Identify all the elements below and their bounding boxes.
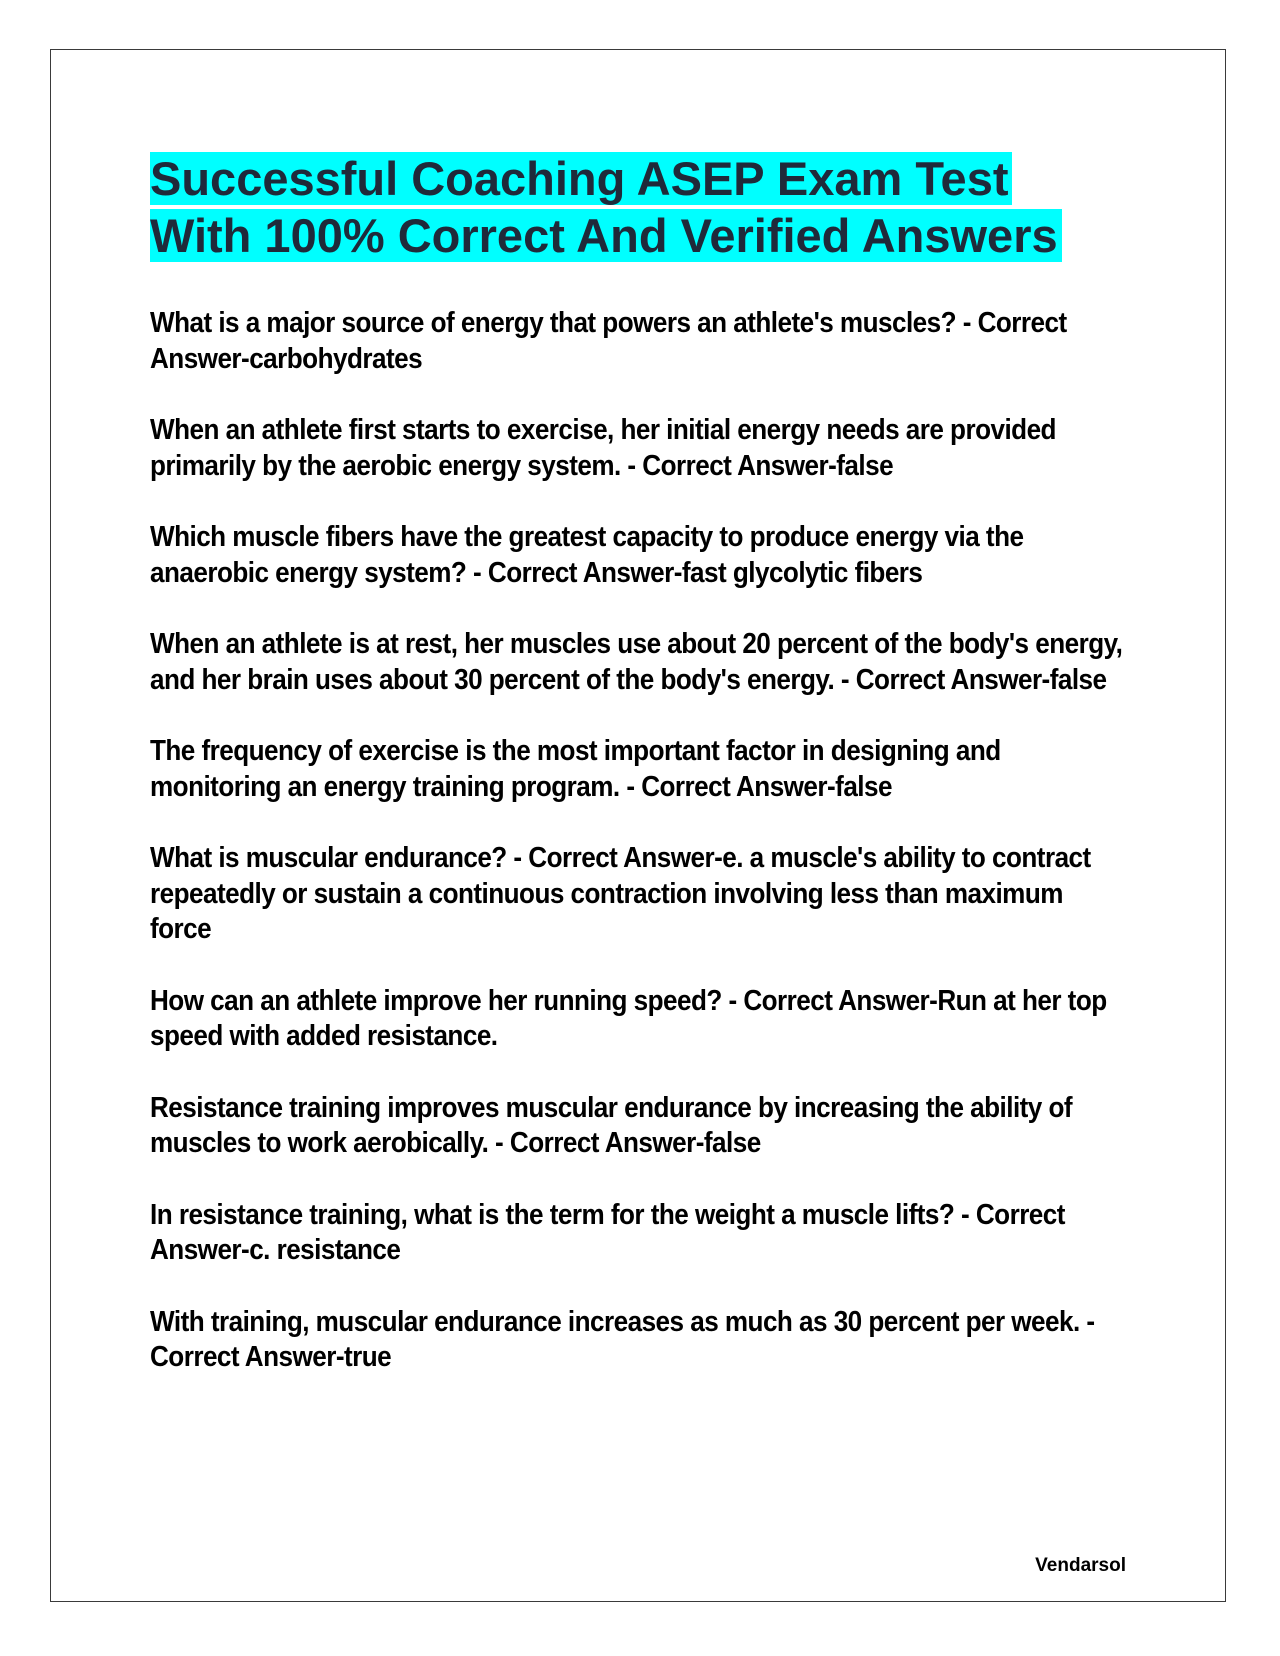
- document-title: [150, 150, 1130, 264]
- qa-item: What is a major source of energy that powers an athlete's muscles? - Correct Answer-carbohydrates: [150, 307, 1067, 375]
- qa-item: In resistance training, what is the term for the weight a muscle lifts? - Correct Answer-c. resistance: [150, 1198, 1065, 1266]
- qa-item: Resistance training improves muscular endurance by increasing the ability of muscles to work aerobically. - Correct Answer-false: [150, 1091, 1073, 1159]
- document-body: [150, 150, 1130, 1412]
- qa-item: The frequency of exercise is the most important factor in designing and monitoring an energy training program. - Correct Answer-false: [150, 735, 1001, 803]
- footer-brand: Vendarsol: [1035, 1555, 1126, 1576]
- qa-item: Which muscle fibers have the greatest capacity to produce energy via the anaerobic energy system? - Correct Answer-fast glycolytic fibers: [150, 521, 1024, 589]
- qa-item: How can an athlete improve her running speed? - Correct Answer-Run at her top speed with added resistance.: [150, 984, 1107, 1052]
- qa-item: When an athlete is at rest, her muscles use about 20 percent of the body's energy, and her brain uses about 30 percent of the body's energy. - Correct Answer-false: [150, 628, 1123, 696]
- title-line-2: With 100% Correct And Verified Answers: [150, 209, 1062, 262]
- qa-item: When an athlete first starts to exercise, her initial energy needs are provided primarily by the aerobic energy system. - Correct Answer-false: [150, 414, 1056, 482]
- qa-list: [150, 306, 1130, 1376]
- title-line-1: Successful Coaching ASEP Exam Test: [150, 152, 1012, 205]
- qa-item: With training, muscular endurance increases as much as 30 percent per week. - Correct Answer-true: [150, 1305, 1095, 1373]
- qa-item: What is muscular endurance? - Correct Answer-e. a muscle's ability to contract repeatedly or sustain a continuous contraction involving less than maximum force: [150, 842, 1091, 945]
